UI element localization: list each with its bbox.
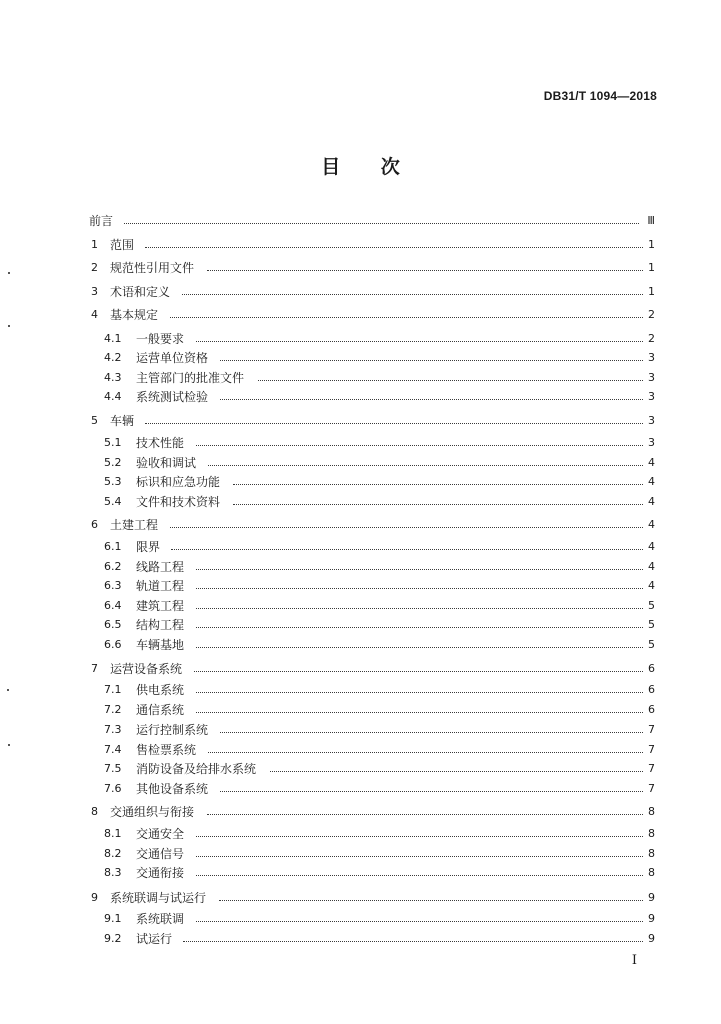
toc-entry-number: 2 bbox=[91, 261, 98, 274]
toc-entry-title: 范围 bbox=[110, 238, 135, 252]
toc-dot-leader bbox=[207, 814, 643, 815]
toc-entry-title: 线路工程 bbox=[136, 560, 185, 574]
toc-entry-page: 3 bbox=[648, 436, 655, 449]
toc-dot-leader bbox=[196, 627, 643, 628]
toc-entry[interactable] bbox=[0, 349, 721, 367]
toc-entry-number: 6.1 bbox=[104, 540, 122, 553]
toc-dot-leader bbox=[196, 692, 643, 693]
toc-entry-number: 6.6 bbox=[104, 638, 122, 651]
toc-entry-number: 8.1 bbox=[104, 827, 122, 840]
toc-entry-number: 4 bbox=[91, 308, 98, 321]
toc-entry[interactable] bbox=[0, 701, 721, 719]
toc-entry-title: 车辆 bbox=[110, 414, 135, 428]
toc-dot-leader bbox=[207, 270, 643, 271]
toc-entry-title: 运营单位资格 bbox=[136, 351, 209, 365]
toc-entry-title: 售检票系统 bbox=[136, 743, 197, 757]
toc-entry-page: 8 bbox=[648, 866, 655, 879]
toc-entry-number: 5.3 bbox=[104, 475, 122, 488]
toc-entry-page: 7 bbox=[648, 782, 655, 795]
toc-entry[interactable] bbox=[0, 910, 721, 928]
toc-entry-page: 4 bbox=[648, 560, 655, 573]
toc-dot-leader bbox=[196, 608, 643, 609]
toc-entry-title: 技术性能 bbox=[136, 436, 185, 450]
toc-entry[interactable] bbox=[0, 259, 721, 277]
toc-dot-leader bbox=[220, 791, 643, 792]
toc-entry-page: Ⅲ bbox=[647, 214, 655, 227]
toc-entry-page: 9 bbox=[648, 891, 655, 904]
toc-entry[interactable] bbox=[0, 597, 721, 615]
toc-entry-number: 6.5 bbox=[104, 618, 122, 631]
toc-dot-leader bbox=[124, 223, 639, 224]
toc-entry-number: 6.4 bbox=[104, 599, 122, 612]
toc-entry[interactable] bbox=[0, 660, 721, 678]
toc-entry-number: 8 bbox=[91, 805, 98, 818]
toc-entry-title: 结构工程 bbox=[136, 618, 185, 632]
toc-entry-page: 8 bbox=[648, 847, 655, 860]
toc-entry[interactable] bbox=[0, 412, 721, 430]
toc-entry[interactable] bbox=[0, 760, 721, 778]
toc-dot-leader bbox=[208, 752, 643, 753]
toc-entry-number: 9 bbox=[91, 891, 98, 904]
toc-entry-title: 试运行 bbox=[136, 932, 173, 946]
toc-entry-page: 7 bbox=[648, 723, 655, 736]
toc-dot-leader bbox=[196, 856, 643, 857]
toc-entry-page: 3 bbox=[648, 371, 655, 384]
toc-entry-number: 5.2 bbox=[104, 456, 122, 469]
toc-dot-leader bbox=[270, 771, 643, 772]
toc-entry-page: 5 bbox=[648, 599, 655, 612]
toc-entry-title: 一般要求 bbox=[136, 332, 185, 346]
toc-entry-page: 1 bbox=[648, 261, 655, 274]
toc-entry-page: 7 bbox=[648, 743, 655, 756]
toc-entry-number: 6.3 bbox=[104, 579, 122, 592]
toc-entry-page: 3 bbox=[648, 351, 655, 364]
toc-entry[interactable] bbox=[0, 283, 721, 301]
toc-entry-title: 交通组织与衔接 bbox=[110, 805, 195, 819]
toc-entry-page: 4 bbox=[648, 475, 655, 488]
toc-entry-title: 前言 bbox=[89, 214, 114, 228]
toc-dot-leader bbox=[145, 247, 643, 248]
document-code: DB31/T 1094—2018 bbox=[543, 89, 657, 103]
toc-entry-title: 主管部门的批准文件 bbox=[136, 371, 245, 385]
toc-entry-number: 7.3 bbox=[104, 723, 122, 736]
toc-entry-page: 2 bbox=[648, 332, 655, 345]
toc-entry[interactable] bbox=[0, 636, 721, 654]
toc-entry-page: 4 bbox=[648, 495, 655, 508]
toc-entry-title: 系统联调与试运行 bbox=[110, 891, 207, 905]
toc-dot-leader bbox=[196, 588, 643, 589]
toc-entry[interactable] bbox=[0, 803, 721, 821]
toc-entry[interactable] bbox=[0, 741, 721, 759]
toc-entry-page: 7 bbox=[648, 762, 655, 775]
toc-entry-page: 9 bbox=[648, 912, 655, 925]
toc-dot-leader bbox=[182, 294, 643, 295]
toc-dot-leader bbox=[196, 569, 643, 570]
toc-entry[interactable] bbox=[0, 864, 721, 882]
toc-entry-title: 系统测试检验 bbox=[136, 390, 209, 404]
toc-title: 目 次 bbox=[321, 156, 400, 178]
toc-entry[interactable] bbox=[0, 493, 721, 511]
toc-entry-title: 建筑工程 bbox=[136, 599, 185, 613]
toc-entry-page: 4 bbox=[648, 518, 655, 531]
toc-entry-page: 6 bbox=[648, 683, 655, 696]
toc-entry-number: 5.1 bbox=[104, 436, 122, 449]
toc-entry-number: 8.3 bbox=[104, 866, 122, 879]
toc-entry[interactable] bbox=[0, 369, 721, 387]
toc-dot-leader bbox=[171, 549, 643, 550]
toc-entry-number: 7.2 bbox=[104, 703, 122, 716]
toc-entry[interactable] bbox=[0, 825, 721, 843]
toc-entry-page: 6 bbox=[648, 662, 655, 675]
toc-entry-number: 4.3 bbox=[104, 371, 122, 384]
toc-entry-page: 8 bbox=[648, 805, 655, 818]
toc-entry[interactable] bbox=[0, 930, 721, 948]
toc-entry-page: 3 bbox=[648, 390, 655, 403]
toc-entry-number: 1 bbox=[91, 238, 98, 251]
toc-entry-title: 交通信号 bbox=[136, 847, 185, 861]
toc-entry-title: 交通衔接 bbox=[136, 866, 185, 880]
toc-entry-number: 4.2 bbox=[104, 351, 122, 364]
toc-entry-title: 文件和技术资料 bbox=[136, 495, 221, 509]
toc-entry-title: 通信系统 bbox=[136, 703, 185, 717]
toc-dot-leader bbox=[220, 399, 643, 400]
toc-entry-title: 标识和应急功能 bbox=[136, 475, 221, 489]
toc-entry-title: 限界 bbox=[136, 540, 161, 554]
toc-dot-leader bbox=[170, 317, 643, 318]
scan-speck bbox=[8, 744, 10, 746]
scan-speck bbox=[7, 689, 9, 691]
toc-entry[interactable] bbox=[0, 577, 721, 595]
toc-entry-page: 4 bbox=[648, 456, 655, 469]
toc-entry-number: 4.1 bbox=[104, 332, 122, 345]
toc-entry[interactable] bbox=[0, 681, 721, 699]
toc-entry-title: 系统联调 bbox=[136, 912, 185, 926]
toc-entry[interactable] bbox=[0, 780, 721, 798]
toc-dot-leader bbox=[145, 423, 643, 424]
toc-entry-page: 3 bbox=[648, 414, 655, 427]
toc-dot-leader bbox=[196, 647, 643, 648]
toc-entry-number: 7 bbox=[91, 662, 98, 675]
toc-entry[interactable] bbox=[0, 538, 721, 556]
toc-entry-number: 9.1 bbox=[104, 912, 122, 925]
toc-entry-title: 供电系统 bbox=[136, 683, 185, 697]
toc-entry-page: 2 bbox=[648, 308, 655, 321]
toc-entry[interactable] bbox=[0, 330, 721, 348]
toc-entry[interactable] bbox=[0, 306, 721, 324]
toc-entry[interactable] bbox=[0, 516, 721, 534]
toc-entry-page: 5 bbox=[648, 618, 655, 631]
toc-entry-number: 6.2 bbox=[104, 560, 122, 573]
toc-entry-title: 土建工程 bbox=[110, 518, 159, 532]
toc-dot-leader bbox=[194, 671, 643, 672]
toc-entry-page: 9 bbox=[648, 932, 655, 945]
toc-entry[interactable] bbox=[0, 454, 721, 472]
toc-dot-leader bbox=[219, 900, 643, 901]
toc-entry[interactable] bbox=[0, 434, 721, 452]
toc-entry[interactable] bbox=[0, 236, 721, 254]
toc-entry[interactable] bbox=[0, 889, 721, 907]
toc-dot-leader bbox=[233, 484, 643, 485]
toc-entry-page: 1 bbox=[648, 285, 655, 298]
toc-entry-number: 6 bbox=[91, 518, 98, 531]
toc-dot-leader bbox=[196, 836, 643, 837]
toc-entry-title: 车辆基地 bbox=[136, 638, 185, 652]
toc-dot-leader bbox=[258, 380, 643, 381]
toc-dot-leader bbox=[196, 445, 643, 446]
toc-dot-leader bbox=[183, 941, 643, 942]
toc-entry-title: 其他设备系统 bbox=[136, 782, 209, 796]
toc-entry-page: 1 bbox=[648, 238, 655, 251]
toc-entry-title: 消防设备及给排水系统 bbox=[136, 762, 257, 776]
toc-dot-leader bbox=[220, 732, 643, 733]
toc-dot-leader bbox=[196, 341, 643, 342]
toc-entry-number: 8.2 bbox=[104, 847, 122, 860]
toc-entry[interactable] bbox=[0, 388, 721, 406]
toc-dot-leader bbox=[196, 875, 643, 876]
toc-dot-leader bbox=[220, 360, 643, 361]
toc-entry-number: 7.1 bbox=[104, 683, 122, 696]
toc-entry[interactable] bbox=[0, 616, 721, 634]
scan-speck bbox=[8, 325, 10, 327]
toc-entry-title: 交通安全 bbox=[136, 827, 185, 841]
toc-entry-number: 7.6 bbox=[104, 782, 122, 795]
toc-entry[interactable] bbox=[0, 845, 721, 863]
toc-dot-leader bbox=[208, 465, 643, 466]
toc-dot-leader bbox=[196, 712, 643, 713]
toc-entry[interactable] bbox=[0, 212, 721, 230]
toc-entry-title: 验收和调试 bbox=[136, 456, 197, 470]
page-number: I bbox=[631, 953, 637, 968]
toc-entry-page: 8 bbox=[648, 827, 655, 840]
toc-entry[interactable] bbox=[0, 473, 721, 491]
toc-entry-number: 3 bbox=[91, 285, 98, 298]
toc-entry-number: 5.4 bbox=[104, 495, 122, 508]
toc-dot-leader bbox=[233, 504, 643, 505]
toc-entry[interactable] bbox=[0, 558, 721, 576]
toc-entry-number: 9.2 bbox=[104, 932, 122, 945]
toc-entry-title: 规范性引用文件 bbox=[110, 261, 195, 275]
toc-entry-number: 5 bbox=[91, 414, 98, 427]
toc-entry-title: 基本规定 bbox=[110, 308, 159, 322]
toc-entry-page: 4 bbox=[648, 540, 655, 553]
toc-entry-title: 轨道工程 bbox=[136, 579, 185, 593]
toc-entry-page: 4 bbox=[648, 579, 655, 592]
toc-dot-leader bbox=[196, 921, 643, 922]
toc-entry-title: 术语和定义 bbox=[110, 285, 171, 299]
toc-entry-title: 运营设备系统 bbox=[110, 662, 183, 676]
toc-dot-leader bbox=[170, 527, 643, 528]
toc-entry-number: 7.5 bbox=[104, 762, 122, 775]
toc-entry-number: 7.4 bbox=[104, 743, 122, 756]
scan-speck bbox=[8, 272, 10, 274]
toc-entry-page: 6 bbox=[648, 703, 655, 716]
toc-entry-title: 运行控制系统 bbox=[136, 723, 209, 737]
toc-entry[interactable] bbox=[0, 721, 721, 739]
toc-entry-number: 4.4 bbox=[104, 390, 122, 403]
toc-entry-page: 5 bbox=[648, 638, 655, 651]
